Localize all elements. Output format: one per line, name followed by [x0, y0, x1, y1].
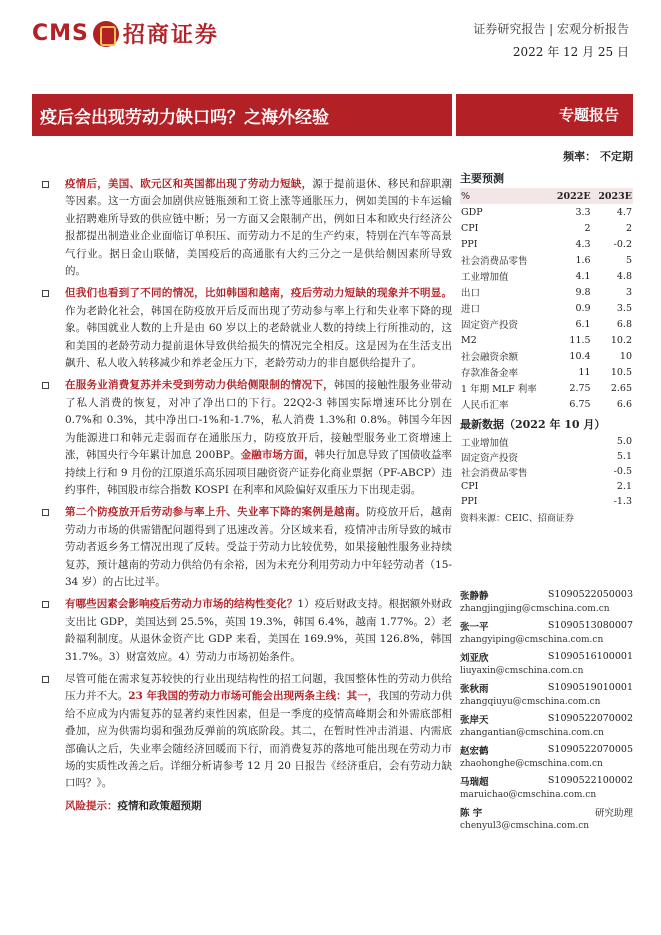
col-header: 2022E [550, 188, 591, 204]
analyst-name: 赵宏鹤 [460, 745, 489, 757]
analyst-name: 马瑞超 [460, 776, 489, 788]
analyst-name: 张一平 [460, 621, 489, 633]
cell-value: 3.5 [616, 302, 632, 314]
para-text-2: 韩央行加息导致了国债收益率持续上行和 9 月份的江原道乐高乐园项目融资资产证券化商业票据（PF-ABCP）违约事件，韩国股市综合指数 KOSPI 在利率和风险偏好双重压力下出现走弱。 [65, 449, 452, 496]
para-lead: 但我们也看到了不同的情况，比如韩国和越南，疫后劳动力短缺的现象并不明显。 [65, 287, 452, 300]
row-label: 工业增加值 [461, 437, 509, 449]
report-title: 疫后会出现劳动力缺口吗？之海外经验 [40, 108, 329, 128]
analyst-entry [460, 711, 633, 741]
cell-value: 5 [625, 254, 632, 266]
data-source: 资料来源：CEIC、招商证券 [460, 514, 574, 524]
para-text: 防疫放开后，越南劳动力市场的供需错配问题得到了迅速改善。分区域来看，疫情冲击所导致的城市劳动者返乡务工情况出现了反转。受益于劳动力比较优势，如果接触性服务业持续复苏，预计越南的劳动力供给仍有余裕，因为未充分利用劳动力中年轻劳动者（15-34 岁）的占比过半。 [65, 506, 453, 588]
cell-value: 2.75 [569, 382, 591, 394]
analyst-entry [460, 804, 633, 834]
row-label: PPI [461, 496, 478, 507]
row-label: 人民币汇率 [461, 400, 509, 411]
table-row [460, 284, 633, 300]
cell-value: -0.5 [613, 466, 632, 477]
company-logo [32, 18, 219, 49]
cell-value: 11 [578, 366, 591, 378]
forecast-title: 主要预测 [460, 172, 504, 185]
cell-value: 10.4 [569, 350, 591, 362]
analyst-id: S1090516100001 [547, 651, 633, 662]
cell-value: 5.1 [616, 451, 632, 462]
para-text-2: 我国的劳动力供给不应成为内需复苏的显著约束性因素，但是一季度的疫情高峰期会和外需底部相叠加，应为供需均弱和强劲反弹前的筑底阶段。其二，在暂时性冲击消退、内需底部确认之后，失业率会随经济回暖而下行，而消费复苏的落地可能出现在劳动力市场的实质性改善之后。详细分析请参考 12 月 20 日报告《经济重启，会有劳动力缺口吗？》。 [65, 690, 453, 790]
table-row [460, 252, 633, 268]
logo-cn: 招商证券 [122, 23, 219, 48]
col-header: % [460, 188, 550, 204]
report-date: 2022 年 12 月 25 日 [512, 45, 629, 59]
risk-warning [40, 798, 452, 815]
table-row [460, 236, 633, 252]
analyst-entry [460, 680, 633, 710]
analyst-row [460, 773, 633, 788]
analyst-row [460, 680, 633, 695]
latest-table [460, 434, 633, 509]
cell-value: 10.5 [610, 366, 632, 378]
cell-value: 1.6 [575, 254, 591, 266]
paragraph [40, 596, 452, 666]
analyst-row [460, 587, 633, 602]
row-label: PPI [461, 238, 478, 250]
analyst-id: S1090522050003 [547, 589, 633, 600]
row-label: 出口 [461, 288, 481, 299]
analyst-email: zhaohonghe@cmschina.com.cn [460, 759, 603, 769]
analyst-id: S1090522100002 [547, 775, 633, 786]
bullet-icon [42, 601, 49, 608]
table-row [460, 464, 633, 479]
table-row [460, 332, 633, 348]
row-label: 固定资产投资 [461, 452, 519, 464]
cell-value: 9.8 [575, 286, 591, 298]
cell-value: 5.0 [616, 436, 632, 447]
analyst-entry [460, 618, 633, 648]
row-label: 社会消费品零售 [461, 256, 528, 267]
analyst-entry [460, 742, 633, 772]
main-body [40, 176, 452, 815]
report-type: 证券研究报告 | 宏观分析报告 [473, 22, 629, 36]
report-category: 专题报告 [456, 94, 633, 136]
analyst-row [460, 742, 633, 757]
cell-value: 2.65 [610, 382, 632, 394]
analyst-row [460, 618, 633, 633]
cell-value: 10 [619, 350, 632, 362]
table-row [460, 300, 633, 316]
bullet-icon [42, 509, 49, 516]
analyst-entry [460, 587, 633, 617]
row-label: 存款准备金率 [461, 368, 519, 379]
para-text: 源于提前退休、移民和辞职潮等因素。这一方面会加剧供应链瓶颈和工资上涨等通胀压力，例如美国的卡车运输业招聘难所导致的供应链中断；另一方面又会限制产出，例如日本和欧央行经济公报都提出制造业企业面临订单积压、而劳动力不足的生产约束，特别在汽车等高景气行业。据日金山联储，美国疫后的高通胀有大约三分之一是供给侧因素所导致的。 [65, 178, 453, 278]
cell-value: 6.8 [616, 318, 632, 330]
forecast-table [460, 188, 633, 412]
cell-value: 4.3 [575, 238, 591, 250]
cell-value: 6.75 [569, 398, 591, 410]
cell-value: 2.1 [616, 481, 632, 492]
analyst-email: zhangyiping@cmschina.com.cn [460, 635, 604, 645]
row-label: 进口 [461, 304, 481, 315]
row-label: 固定资产投资 [461, 320, 519, 331]
row-label: M2 [461, 334, 477, 346]
table-row [460, 348, 633, 364]
table-row [460, 449, 633, 464]
paragraph [40, 176, 452, 280]
analyst-name: 张岸天 [460, 714, 489, 726]
row-label: 社会消费品零售 [461, 467, 528, 479]
bullet-icon [42, 676, 49, 683]
logo-mark-icon [93, 21, 119, 47]
analyst-email: zhangqiuyu@cmschina.com.cn [460, 697, 601, 707]
cell-value: 2 [584, 222, 591, 234]
logo-en: CMS [32, 21, 89, 46]
latest-title: 最新数据（2022 年 10 月） [460, 418, 606, 431]
analyst-email: chenyul3@cmschina.com.cn [460, 821, 590, 831]
para-lead: 在服务业消费复苏并未受到劳动力供给侧限制的情况下， [65, 379, 334, 392]
analyst-id: S1090513080007 [547, 620, 633, 631]
analyst-email: maruichao@cmschina.com.cn [460, 790, 597, 800]
bullet-icon [42, 290, 49, 297]
para-text: 尽管可能在需求复苏较快的行业出现结构性的招工问题，我国整体性的劳动力供给压力并不大。 [65, 672, 452, 703]
analyst-id: S1090522070002 [547, 713, 633, 724]
cell-value: -1.3 [613, 496, 632, 507]
para-lead: 疫情后，美国、欧元区和英国都出现了劳动力短缺， [65, 178, 313, 190]
para-lead: 第二个防疫放开后劳动参与率上升、失业率下降的案例是越南。 [65, 506, 367, 519]
analyst-name: 刘亚欣 [460, 652, 489, 664]
row-label: GDP [461, 206, 483, 218]
analyst-name: 张静静 [460, 590, 489, 602]
analyst-email: zhangantian@cmschina.com.cn [460, 728, 604, 738]
analyst-list [460, 587, 633, 835]
para-text: 1）疫后财政支持。根据额外财政支出比 GDP，美国达到 25.5%，英国 19.3%，韩国 6.4%，越南 1.77%。2）老龄福利制度。从退休金资产比 GDP 来看，美国在 169.9%，英国 126.8%，韩国 31.7%。3）财富效应。4）劳动力市场初始条件。 [65, 598, 453, 663]
risk-text: 疫情和政策超预期 [117, 799, 202, 812]
row-label: 1 年期 MLF 利率 [461, 384, 537, 395]
table-row [460, 494, 633, 509]
sidebar [460, 170, 633, 524]
table-row [460, 479, 633, 494]
cell-value: 2 [625, 222, 632, 234]
analyst-id: 研究助理 [594, 807, 633, 819]
cell-value: 4.1 [575, 270, 591, 282]
table-row [460, 204, 633, 220]
table-row [460, 396, 633, 412]
analyst-row [460, 804, 633, 819]
analyst-email: zhangjingjing@cmschina.com.cn [460, 604, 610, 614]
cell-value: 11.5 [569, 334, 591, 346]
para-lead-2: 金融市场方面， [240, 449, 315, 462]
analyst-id: S1090519010001 [547, 682, 633, 693]
row-label: 工业增加值 [461, 272, 509, 283]
paragraph [40, 377, 452, 499]
cell-value: 10.2 [610, 334, 632, 346]
col-header: 2023E [592, 188, 633, 204]
cell-value: 4.7 [616, 206, 632, 218]
table-row [460, 364, 633, 380]
analyst-row [460, 711, 633, 726]
report-meta [473, 20, 629, 60]
analyst-entry [460, 773, 633, 803]
table-row [460, 434, 633, 449]
bullet-icon [42, 382, 49, 389]
cell-value: 0.9 [575, 302, 591, 314]
paragraph [40, 671, 452, 793]
table-row [460, 220, 633, 236]
cell-value: 6.6 [616, 398, 632, 410]
paragraph [40, 285, 452, 372]
cell-value: 4.8 [616, 270, 632, 282]
para-lead: 有哪些因素会影响疫后劳动力市场的结构性变化？ [65, 598, 298, 611]
analyst-id: S1090522070005 [547, 744, 633, 755]
para-lead-2: 23 年我国的劳动力市场可能会出现两条主线：其一， [128, 690, 379, 703]
analyst-entry [460, 649, 633, 679]
bullet-icon [42, 181, 49, 188]
paragraph [40, 504, 452, 591]
frequency: 频率： 不定期 [563, 150, 633, 163]
analyst-row [460, 649, 633, 664]
table-row [460, 268, 633, 284]
row-label: CPI [461, 481, 479, 492]
row-label: CPI [461, 222, 479, 234]
analyst-name: 陈 宇 [460, 807, 483, 819]
table-row [460, 316, 633, 332]
cell-value: 6.1 [575, 318, 591, 330]
row-label: 社会融资余额 [461, 352, 519, 363]
para-text: 韩国的接触性服务业带动了私人消费的恢复，对冲了净出口的下行。22Q2-3 韩国实际增速环比分别在 0.7%和 0.3%，其中净出口-1%和-1.7%，私人消费 1.3%和 0.8%。韩国今年因为能源进口和韩元走弱而存在通胀压力，防疫放开后，接触型服务业工资增速上涨，韩国央行今年累计加息 200BP。 [65, 379, 453, 462]
para-text: 作为老龄化社会，韩国在防疫放开后反而出现了劳动参与率上行和失业率下降的现象。韩国就业人数的上升是由 60 岁以上的老龄就业人数的持续上行所推动的，这和美国的老龄劳动力提前退休导致供给损失的情况完全相反。这是因为在生活支出飙升、私人收入转移减少和养老金压力下，老龄劳动力的非自愿供给提升了。 [65, 304, 452, 370]
risk-label: 风险提示： [65, 799, 118, 812]
cell-value: 3.3 [575, 206, 591, 218]
table-row [460, 380, 633, 396]
analyst-email: liuyaxin@cmschina.com.cn [460, 666, 584, 676]
cell-value: 3 [625, 286, 632, 298]
analyst-name: 张秋雨 [460, 683, 489, 695]
cell-value: -0.2 [613, 238, 632, 250]
